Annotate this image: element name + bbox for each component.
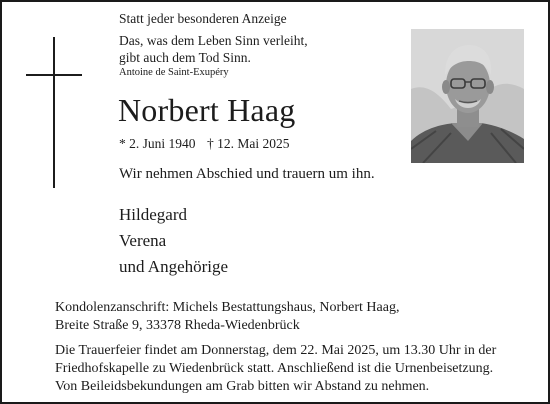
portrait-photo [411, 29, 524, 163]
mourner-name: Verena [119, 231, 167, 250]
condolence-line-2: Breite Straße 9, 33378 Rheda-Wiedenbrück [55, 318, 300, 333]
mourner-name: und Angehörige [119, 257, 229, 276]
cross-vertical-bar [53, 37, 55, 188]
cross-horizontal-bar [26, 74, 82, 76]
ceremony-line-3: Von Beileidsbekundungen am Grab bitten wir Abstand zu nehmen. [55, 379, 430, 394]
quote-line-1: Das, was dem Leben Sinn verleiht, [119, 33, 308, 48]
death-date: † 12. Mai 2025 [207, 136, 290, 151]
deceased-name: Norbert Haag [118, 92, 296, 128]
condolence-line-1: Kondolenzanschrift: Michels Bestattungshaus, Norbert Haag, [55, 300, 400, 315]
quote-author: Antoine de Saint-Exupéry [119, 67, 229, 78]
ceremony-line-2: Friedhofskapelle zu Wiedenbrück statt. Anschließend ist die Urnenbeisetzung. [55, 361, 494, 376]
quote-line-2: gibt auch dem Tod Sinn. [119, 50, 251, 65]
mourner-name: Hildegard [119, 205, 187, 224]
ceremony-line-1: Die Trauerfeier findet am Donnerstag, dem 22. Mai 2025, um 13.30 Uhr in der [55, 343, 497, 358]
birth-date: * 2. Juni 1940 [119, 136, 196, 151]
announcement-text: Statt jeder besonderen Anzeige [119, 11, 287, 26]
farewell-text: Wir nehmen Abschied und trauern um ihn. [119, 166, 375, 182]
